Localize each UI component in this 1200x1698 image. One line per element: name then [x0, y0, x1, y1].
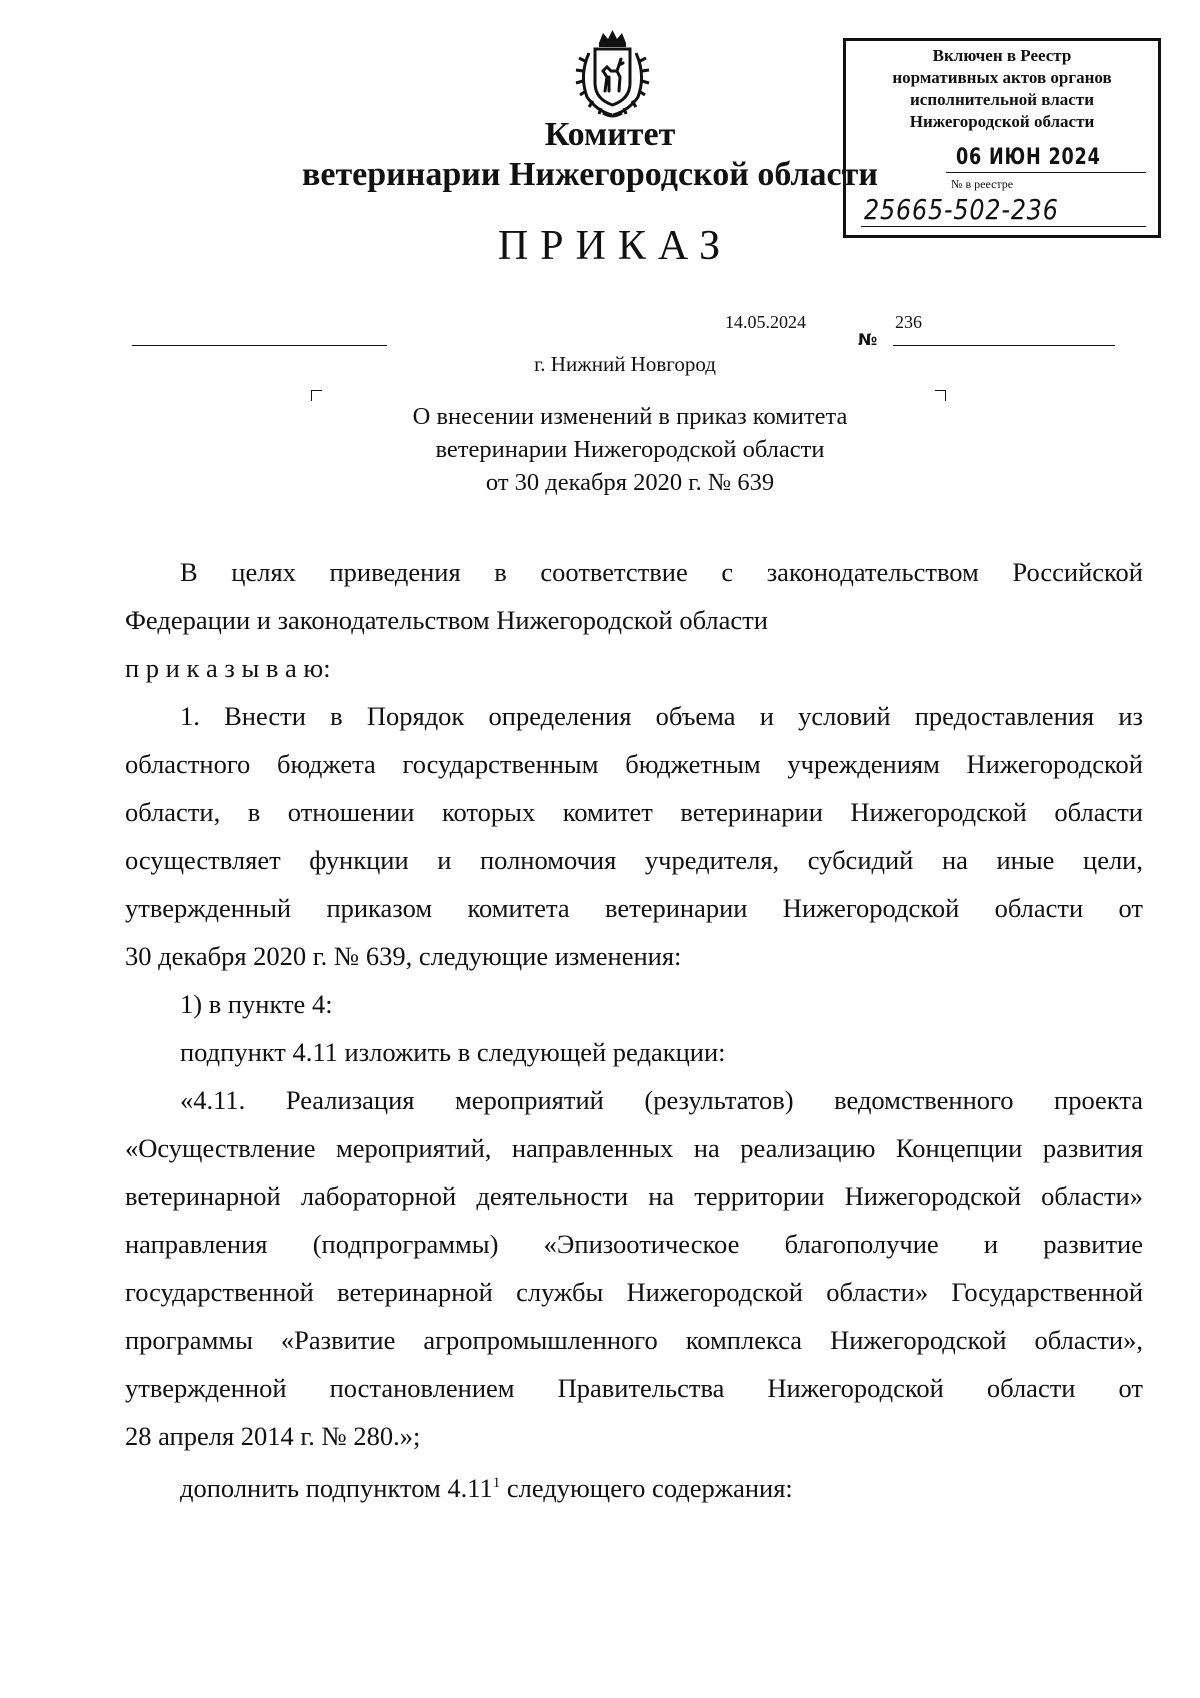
stamp-registry-number: 25665-502-236: [864, 193, 1059, 226]
order-word: п р и к а з ы в а ю:: [125, 653, 331, 683]
text-line: областного бюджета государственным бюджетным учреждениям Нижегородской: [125, 749, 1143, 779]
text-line: области, в отношении которых комитет ветеринарии Нижегородской области: [125, 797, 1143, 827]
date-underline: [132, 345, 387, 346]
text-line: государственной ветеринарной службы Нижегородской области» Государственной: [125, 1277, 1143, 1307]
city-line: г. Нижний Новгород: [534, 352, 716, 376]
superscript-index: 1: [492, 1475, 501, 1492]
text-line: «Осуществление мероприятий, направленных на реализацию Концепции развития: [125, 1133, 1143, 1163]
text-line: 1. Внести в Порядок определения объема и условий предоставления из: [180, 701, 1143, 731]
number-underline: [893, 345, 1115, 346]
stamp-registration-date: 06 ИЮН 2024: [956, 145, 1101, 170]
registry-stamp: [843, 38, 1161, 238]
addition-paragraph: [125, 1464, 1143, 1512]
text-line: утвержденной постановлением Правительства Нижегородской области от: [125, 1373, 1143, 1403]
preamble-paragraph: [125, 548, 1143, 692]
text-line: программы «Развитие агропромышленного комплекса Нижегородской области»,: [125, 1325, 1143, 1355]
order-number: 236: [895, 312, 922, 332]
order-subject: [300, 400, 960, 499]
text-line: «4.11. Реализация мероприятий (результатов) ведомственного проекта: [180, 1085, 1143, 1115]
subject-line: от 30 декабря 2020 г. № 639: [485, 469, 775, 496]
stamp-text-line: нормативных актов органов: [892, 68, 1112, 87]
text-line: 28 апреля 2014 г. № 280.»;: [125, 1421, 421, 1451]
stamp-text-line: исполнительной власти: [910, 90, 1094, 109]
stamp-date-underline: [946, 172, 1146, 173]
text-line: направления (подпрограммы) «Эпизоотическое благополучие и развитие: [125, 1229, 1143, 1259]
stamp-text-line: Нижегородской области: [909, 112, 1095, 131]
subject-line: ветеринарии Нижегородской области: [435, 436, 825, 463]
text-line: В целях приведения в соответствие с законодательством Российской: [180, 557, 1143, 587]
item-1-paragraph: [125, 692, 1143, 980]
order-date: 14.05.2024: [725, 312, 806, 332]
document-type-heading: ПРИКАЗ: [497, 223, 733, 269]
subitem-1-paragraph: 1) в пункте 4:: [180, 989, 333, 1019]
addition-text: дополнить подпунктом 4.11: [180, 1473, 493, 1503]
order-number-sign: №: [858, 330, 878, 349]
text-line: Федерации и законодательством Нижегородской области: [125, 605, 768, 635]
coat-of-arms-emblem: [565, 25, 660, 120]
addition-text-end: следующего содержания:: [500, 1473, 793, 1503]
text-line: осуществляет функции и полномочия учредителя, субсидий на иные цели,: [125, 845, 1143, 875]
item-4-11-paragraph: [125, 1076, 1143, 1460]
subitem-instruction-paragraph: подпункт 4.11 изложить в следующей редакции:: [180, 1037, 726, 1067]
subject-line: О внесении изменений в приказ комитета: [412, 403, 848, 430]
text-line: утвержденный приказом комитета ветеринарии Нижегородской области от: [125, 893, 1143, 923]
text-line: 30 декабря 2020 г. № 639, следующие изменения:: [125, 941, 682, 971]
text-line: ветеринарной лабораторной деятельности на территории Нижегородской области»: [125, 1181, 1143, 1211]
stamp-registry-label: № в реестре: [951, 177, 1014, 191]
organization-subtitle: ветеринарии Нижегородской области: [302, 156, 878, 193]
organization-title: Комитет: [544, 116, 676, 153]
stamp-text-line: Включен в Реестр: [932, 46, 1072, 65]
stamp-number-underline: [861, 226, 1146, 227]
